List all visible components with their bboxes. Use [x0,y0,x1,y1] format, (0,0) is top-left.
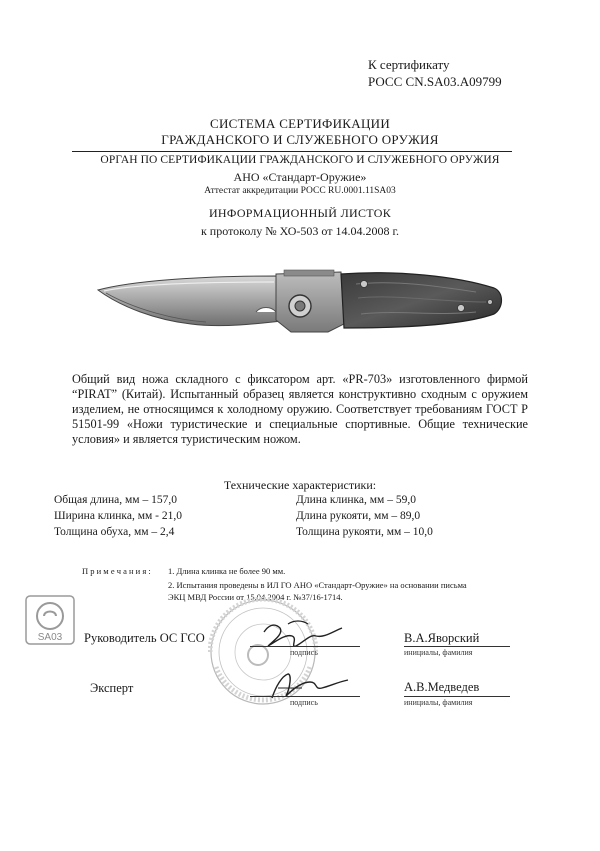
stamp-code: SA03 [37,632,63,643]
note-2-line2: ЭКЦ МВД России от 15.04.2004 г. №37/16-1714. [168,592,343,602]
organization-name: АНО «Стандарт-Оружие» [233,170,367,184]
expert-name-caption: инициалы, фамилия [404,698,473,707]
spec-total-length: Общая длина, мм – 157,0 [54,494,177,506]
notes-label: П р и м е ч а н и я : [82,566,151,576]
description-paragraph: Общий вид ножа складного с фиксатором арт. «PR-703» изготовленного фирмой “PIRAT” (Китай). Испытанный образец является конструктивно сходным с оружием изделием, не относящимся к холодному оружию. Соответствует требованиям ГОСТ Р 51501-99 «Ножи туристические и специальные спортивные. Общие технические условия» и является туристическим ножом. [72,372,528,446]
certificate-reference [368,56,502,90]
note-2-line1: 2. Испытания проведены в ИЛ ГО АНО «Стандарт-Оружие» на основании письма [168,580,467,590]
head-sign-caption: подпись [290,648,318,657]
certification-mark-stamp [24,594,76,646]
specs-title: Технические характеристики: [223,478,377,492]
head-name-line [404,646,510,647]
spec-handle-thickness: Толщина рукояти, мм – 10,0 [296,526,433,538]
system-title-line1: СИСТЕМА СЕРТИФИКАЦИИ [209,116,391,131]
reference-label: К сертификату [368,57,450,72]
head-name: В.А.Яворский [404,631,480,645]
header-divider [72,151,512,152]
spec-spine-thickness: Толщина обуха, мм – 2,4 [54,526,175,538]
protocol-reference: к протоколу № ХО-503 от 14.04.2008 г. [200,224,400,238]
spec-blade-width: Ширина клинка, мм - 21,0 [54,510,182,522]
head-label: Руководитель ОС ГСО [84,631,205,645]
spec-blade-length: Длина клинка, мм – 59,0 [296,494,416,506]
system-title-line2: ГРАЖДАНСКОГО И СЛУЖЕБНОГО ОРУЖИЯ [161,132,439,147]
knife-image [96,262,506,352]
note-1: 1. Длина клинка не более 90 мм. [168,566,286,576]
certificate-number: РОСС CN.SA03.A09799 [368,74,502,89]
spec-handle-length: Длина рукояти, мм – 89,0 [296,510,421,522]
expert-sign-caption: подпись [290,698,318,707]
head-name-caption: инициалы, фамилия [404,648,473,657]
certification-body: ОРГАН ПО СЕРТИФИКАЦИИ ГРАЖДАНСКОГО И СЛУЖЕБНОГО ОРУЖИЯ [100,154,500,166]
head-signature-line [250,646,360,647]
document-title: ИНФОРМАЦИОННЫЙ ЛИСТОК [208,206,392,220]
accreditation-line: Аттестат аккредитации РОСС RU.0001.11SA03 [204,186,396,196]
expert-name-line [404,696,510,697]
expert-name: А.В.Медведев [404,680,480,694]
expert-label: Эксперт [90,681,134,695]
expert-signature-line [250,696,360,697]
